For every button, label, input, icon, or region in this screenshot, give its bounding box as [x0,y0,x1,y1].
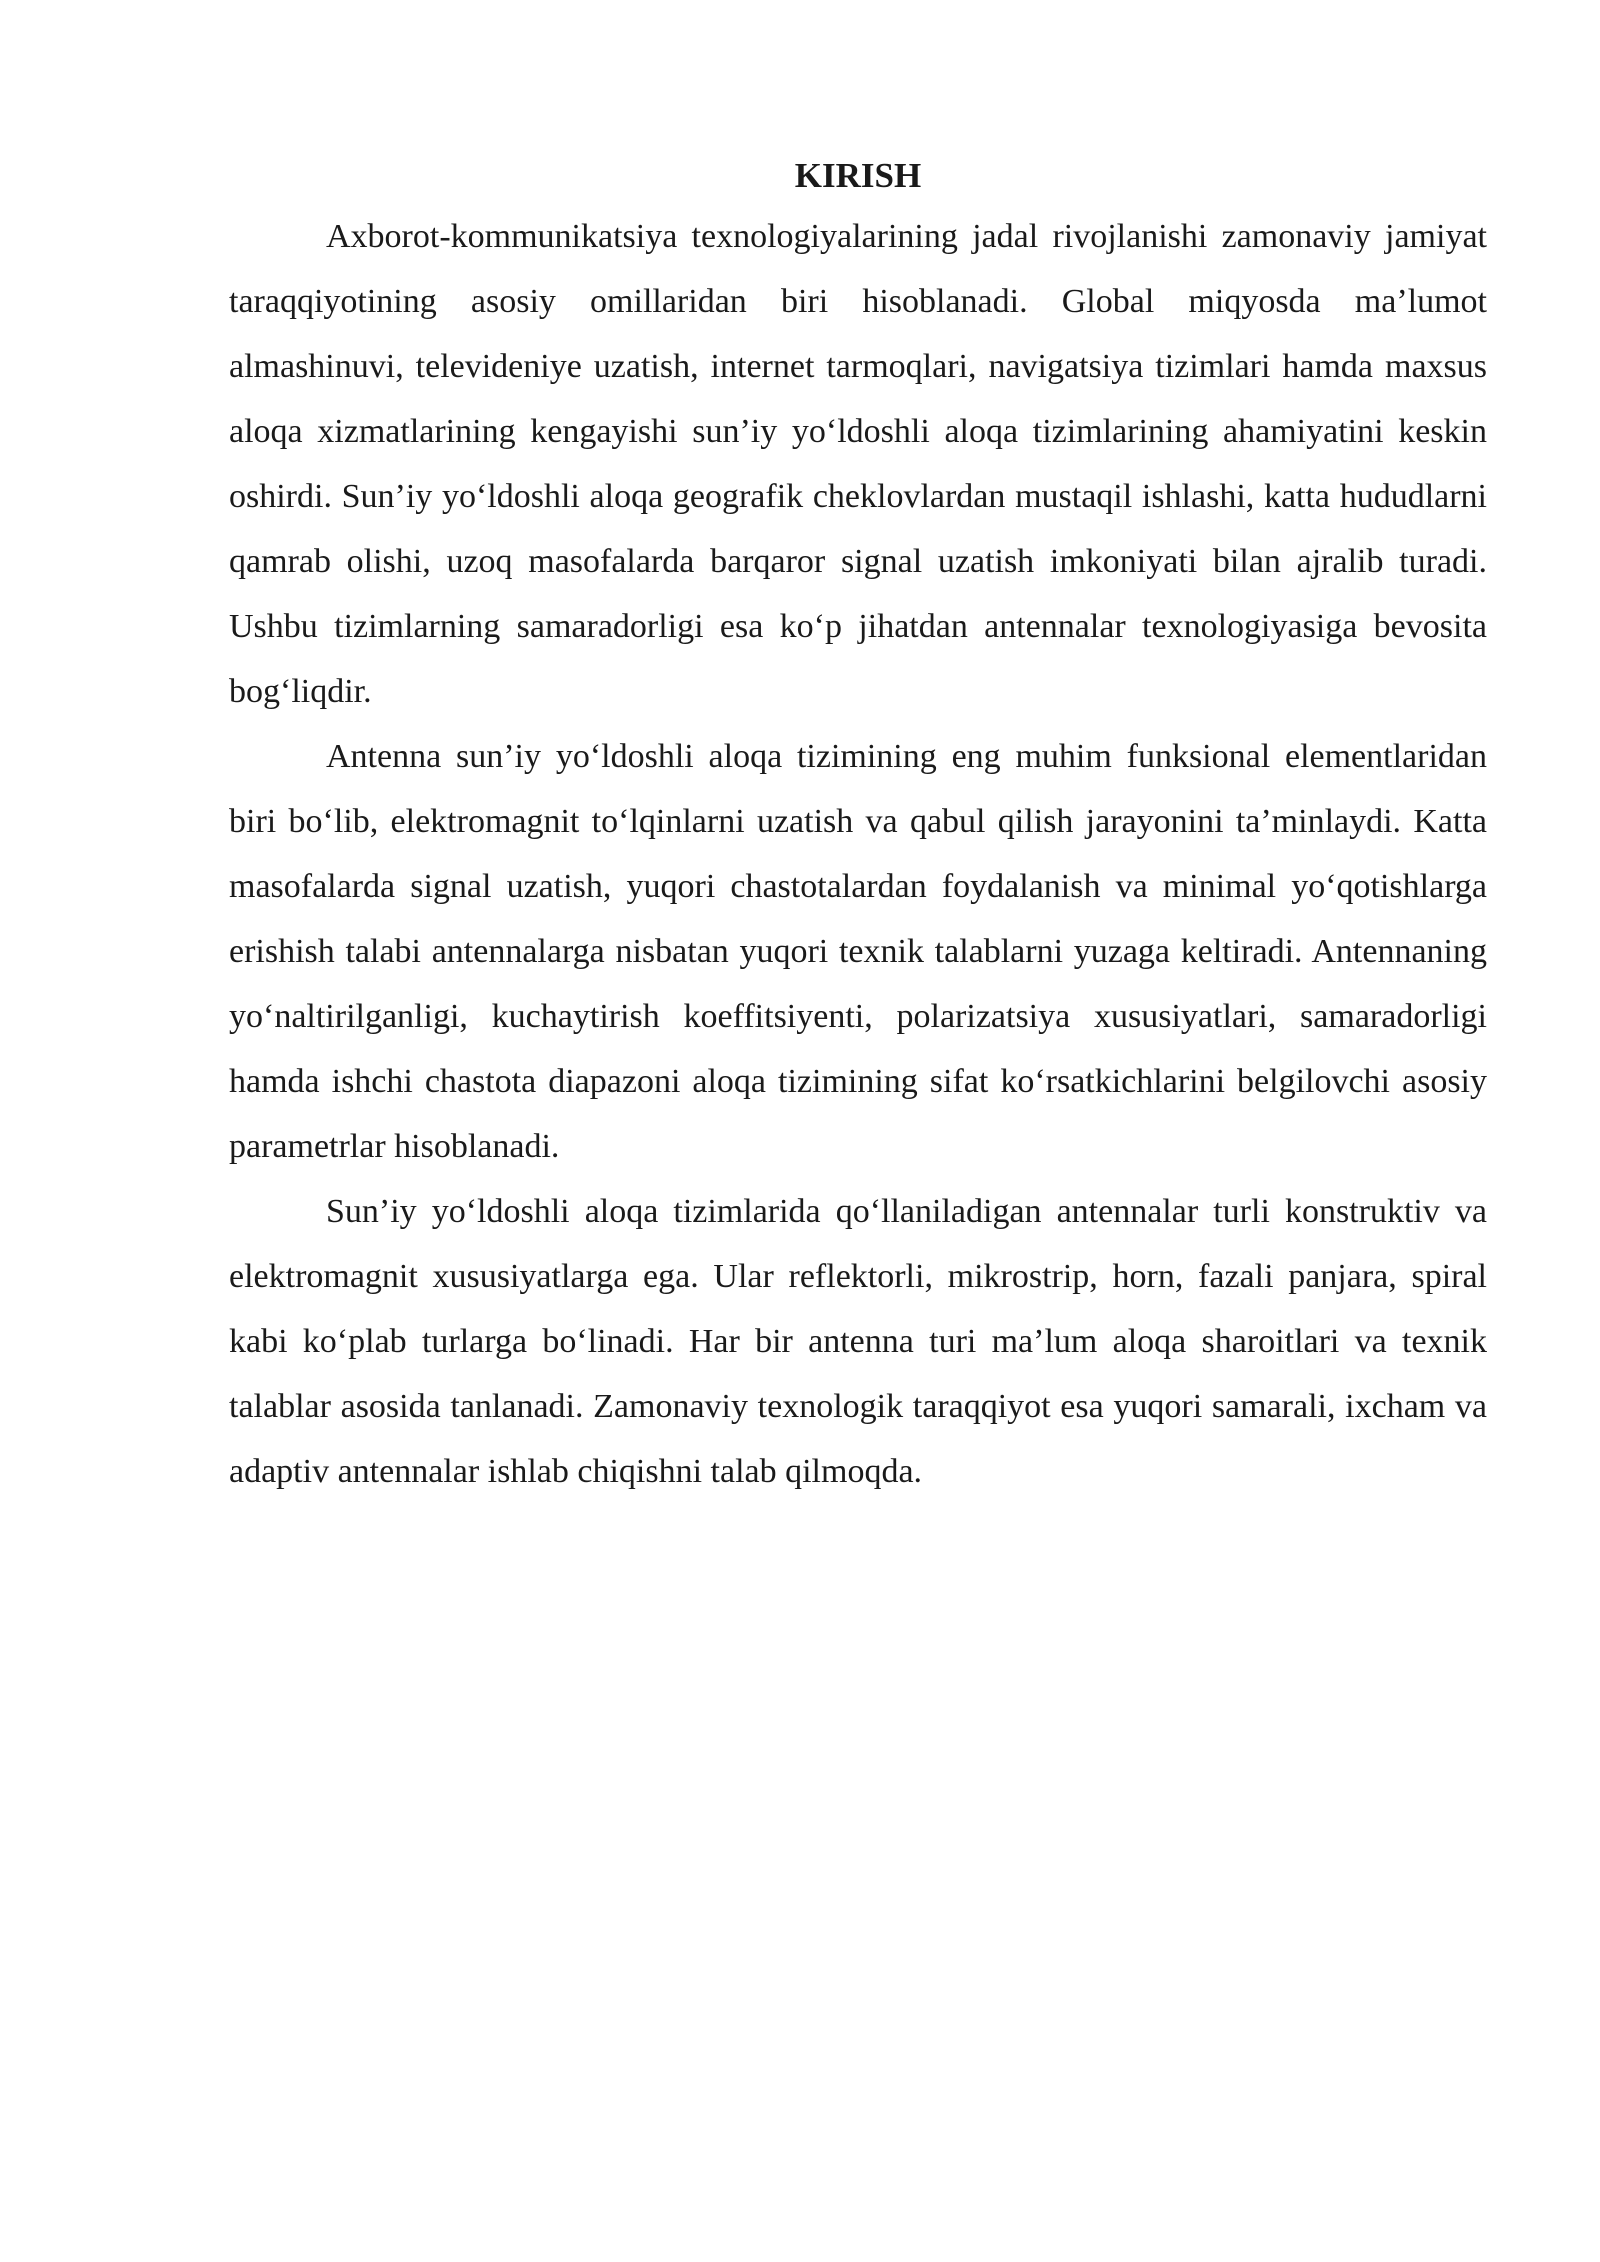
paragraph-3: Sun’iy yo‘ldoshli aloqa tizimlarida qo‘llaniladigan antennalar turli konstruktiv va elektromagnit xususiyatlarga ega. Ular reflektorli, mikrostrip, horn, fazali panjara, spiral kabi ko‘plab turlarga bo‘linadi. Har bir antenna turi ma’lum aloqa sharoitlari va texnik talablar asosida tanlanadi. Zamonaviy texnologik taraqqiyot esa yuqori samarali, ixcham va adaptiv antennalar ishlab chiqishni talab qilmoqda. [229,1193,1487,1490]
section-title: KIRISH [794,156,922,195]
paragraph-1: Axborot-kommunikatsiya texnologiyalarining jadal rivojlanishi zamonaviy jamiyat taraqqiyotining asosiy omillaridan biri hisoblanadi. Global miqyosda ma’lumot almashinuvi, televideniye uzatish, internet tarmoqlari, navigatsiya tizimlari hamda maxsus aloqa xizmatlarining kengayishi sun’iy yo‘ldoshli aloqa tizimlarining ahamiyatini keskin oshirdi. Sun’iy yo‘ldoshli aloqa geografik cheklovlardan mustaqil ishlashi, katta hududlarni qamrab olishi, uzoq masofalarda barqaror signal uzatish imkoniyati bilan ajralib turadi. Ushbu tizimlarning samaradorligi esa ko‘p jihatdan antennalar texnologiyasiga bevosita bog‘liqdir. [229,218,1487,710]
document-page [229,148,1487,1504]
paragraph-2: Antenna sun’iy yo‘ldoshli aloqa tizimining eng muhim funksional elementlaridan biri bo‘lib, elektromagnit to‘lqinlarni uzatish va qabul qilish jarayonini ta’minlaydi. Katta masofalarda signal uzatish, yuqori chastotalardan foydalanish va minimal yo‘qotishlarga erishish talabi antennalarga nisbatan yuqori texnik talablarni yuzaga keltiradi. Antennaning yo‘naltirilganligi, kuchaytirish koeffitsiyenti, polarizatsiya xususiyatlari, samaradorligi hamda ishchi chastota diapazoni aloqa tizimining sifat ko‘rsatkichlarini belgilovchi asosiy parametrlar hisoblanadi. [229,738,1487,1165]
